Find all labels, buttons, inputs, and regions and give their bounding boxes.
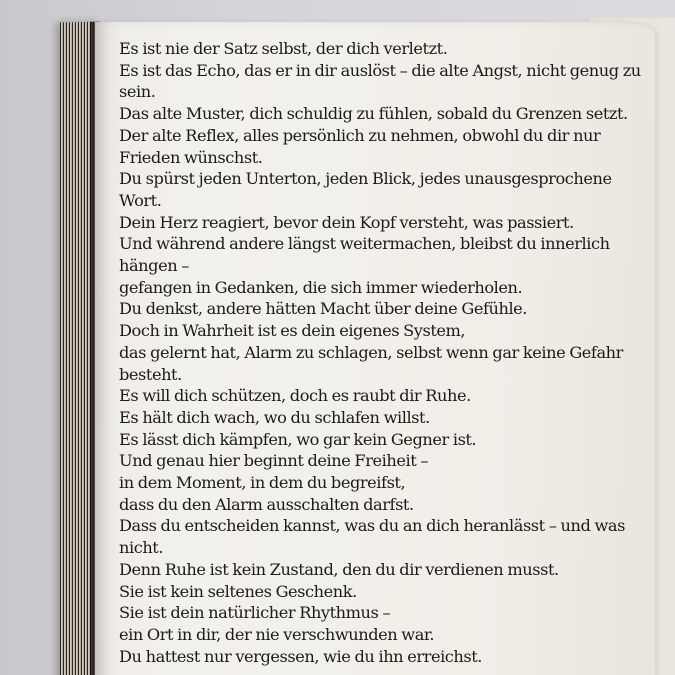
text-line: Dein Herz reagiert, bevor dein Kopf versteht, was passiert. bbox=[119, 212, 574, 232]
text-line: sein. bbox=[119, 82, 156, 102]
text-line: ein Ort in dir, der nie verschwunden war. bbox=[119, 624, 435, 644]
text-line: Es lässt dich kämpfen, wo gar kein Gegner ist. bbox=[119, 429, 477, 449]
text-line: hängen – bbox=[119, 256, 189, 276]
text-line: Das alte Muster, dich schuldig zu fühlen, sobald du Grenzen setzt. bbox=[119, 104, 628, 124]
book-page bbox=[95, 22, 655, 675]
text-line: Doch in Wahrheit ist es dein eigenes System, bbox=[119, 321, 466, 341]
page-text bbox=[119, 38, 659, 667]
text-line: Du hattest nur vergessen, wie du ihn erreichst. bbox=[119, 646, 483, 666]
text-line: Es ist nie der Satz selbst, der dich verletzt. bbox=[119, 39, 448, 58]
text-line: besteht. bbox=[119, 364, 182, 384]
text-line: das gelernt hat, Alarm zu schlagen, selbst wenn gar keine Gefahr bbox=[119, 342, 623, 362]
page-edges bbox=[60, 22, 100, 675]
text-line: Es will dich schützen, doch es raubt dir Ruhe. bbox=[119, 386, 471, 406]
text-line: Denn Ruhe ist kein Zustand, den du dir verdienen musst. bbox=[119, 559, 559, 579]
text-line: dass du den Alarm ausschalten darfst. bbox=[119, 494, 414, 514]
text-line: Der alte Reflex, alles persönlich zu nehmen, obwohl du dir nur bbox=[119, 125, 601, 145]
text-line: Und während andere längst weitermachen, bleibst du innerlich bbox=[119, 234, 610, 254]
text-line: nicht. bbox=[119, 538, 164, 558]
text-line: Und genau hier beginnt deine Freiheit – bbox=[119, 451, 428, 471]
text-line: Sie ist kein seltenes Geschenk. bbox=[119, 581, 357, 601]
text-line: Du denkst, andere hätten Macht über deine Gefühle. bbox=[119, 299, 527, 319]
text-line: Wort. bbox=[119, 190, 162, 210]
text-line: Sie ist dein natürlicher Rhythmus – bbox=[119, 603, 391, 623]
text-line: Frieden wünschst. bbox=[119, 147, 263, 167]
text-line: Es ist das Echo, das er in dir auslöst – die alte Angst, nicht genug zu bbox=[119, 60, 641, 80]
text-line: in dem Moment, in dem du begreifst, bbox=[119, 473, 406, 493]
text-line: Du spürst jeden Unterton, jeden Blick, jedes unausgesprochene bbox=[119, 169, 612, 189]
text-line: gefangen in Gedanken, die sich immer wiederholen. bbox=[119, 277, 523, 297]
text-line: Dass du entscheiden kannst, was du an dich heranlässt – und was bbox=[119, 516, 625, 536]
text-line: Es hält dich wach, wo du schlafen willst. bbox=[119, 407, 430, 427]
